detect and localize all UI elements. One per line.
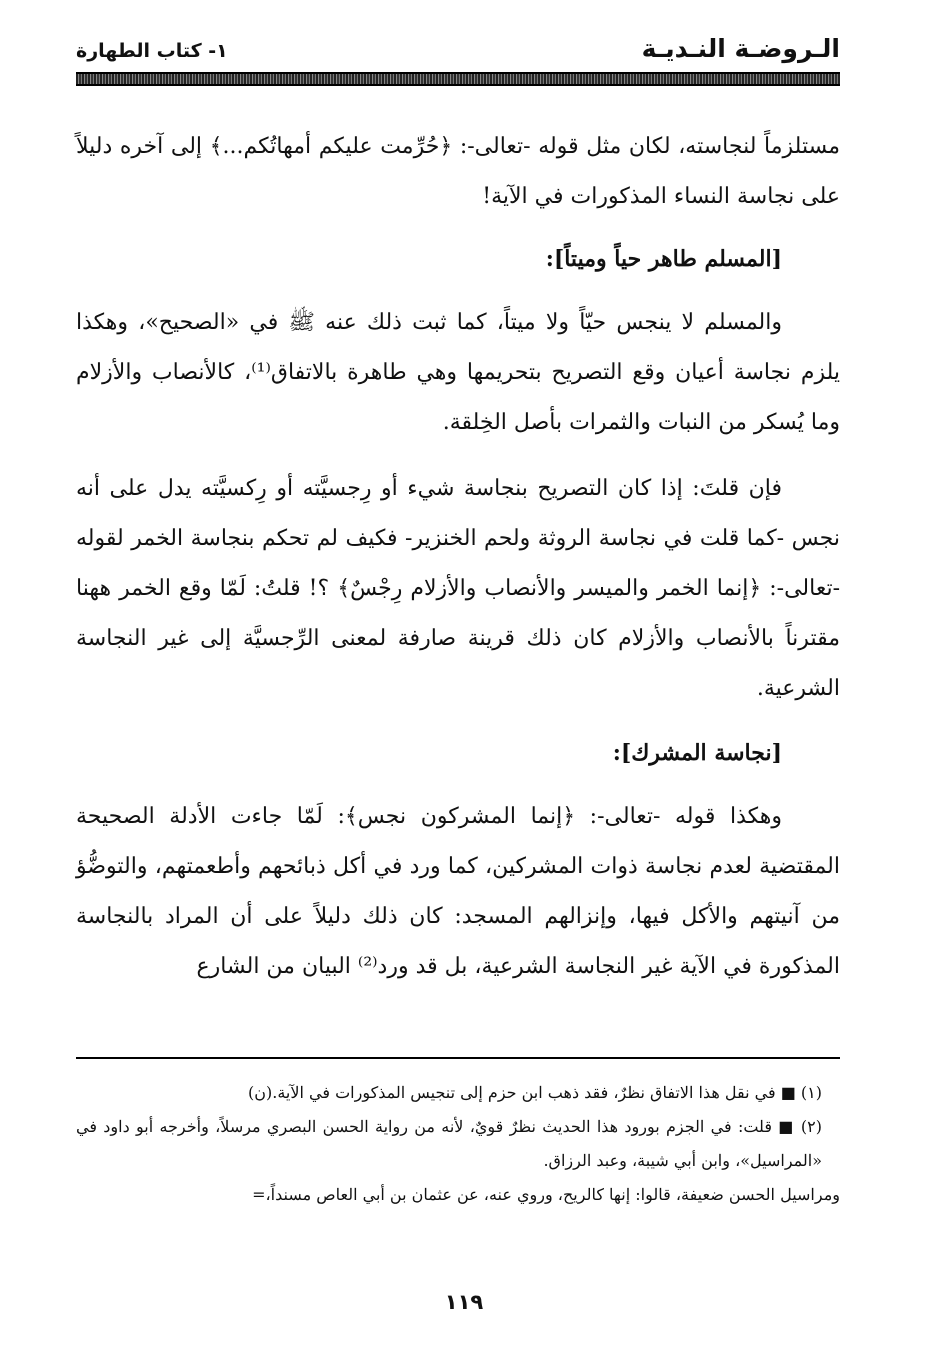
main-text: [76, 122, 840, 992]
section-heading-muslim-pure: [المسلم طاهر حياً وميتاً]:: [545, 246, 782, 272]
running-header: [76, 30, 840, 70]
footnote-2-continuation: ومراسيل الحسن ضعيفة، قالوا: إنها كالريح، وروي عنه، عن عثمان بن أبي العاص مسنداً،=: [252, 1185, 840, 1204]
paragraph-2: والمسلم لا ينجس حيّاً ولا ميتاً، كما ثبت ذلك عنه ﷺ في «الصحيح»، وهكذا يلزم نجاسة أعيان وقع التصريح بتحريمها وهي طاهرة بالاتفاق⁽¹⁾، كالأنصاب والأزلام وما يُسكر من النبات والثمرات بأصل الخِلقة.: [76, 310, 840, 435]
footnote-1: (١) ■ في نقل هذا الاتفاق نظرٌ، فقد ذهب ابن حزم إلى تنجيس المذكورات في الآية.(ن): [248, 1083, 822, 1102]
book-title: الـروضـة النـديـة: [641, 34, 840, 63]
section-heading-polytheist: [نجاسة المشرك]:: [612, 740, 782, 766]
footnotes: [76, 1076, 840, 1212]
chapter-title: ١- كتاب الطهارة: [76, 40, 228, 62]
footnote-divider: [76, 1057, 840, 1059]
paragraph-4: وهكذا قوله -تعالى-: ﴿إنما المشركون نجس﴾: لَمّا جاءت الأدلة الصحيحة المقتضية لعدم نجاسة ذوات المشركين، كما ورد في أكل ذبائحهم وأطعمتهم، والتوضُّؤ من آنيتهم والأكل فيها، وإنزالهم المسجد: كان ذلك دليلاً على أن المراد بالنجاسة المذكورة في الآية غير النجاسة الشرعية، بل قد ورد⁽²⁾ البيان من الشارع: [76, 804, 840, 979]
paragraph-1: مستلزماً لنجاسته، لكان مثل قوله -تعالى-: ﴿حُرِّمت عليكم أمهاتُكم...﴾ إلى آخره دليلاً على نجاسة النساء المذكورات في الآية!: [76, 134, 840, 209]
paragraph-3: فإن قلتَ: إذا كان التصريح بنجاسة شيء أو رِجسيَّته أو رِكسيَّته يدل على أنه نجس -كما قلت في نجاسة الروثة ولحم الخنزير- فكيف لم تحكم بنجاسة الخمر لقوله -تعالى-: ﴿إنما الخمر والميسر والأنصاب والأزلام رِجْسٌ﴾ ؟! قلتُ: لَمّا وقع الخمر ههنا مقترناً بالأنصاب والأزلام كان ذلك قرينة صارفة لمعنى الرِّجسيَّة إلى غير النجاسة الشرعية.: [76, 476, 841, 701]
header-rule: [76, 72, 840, 86]
footnote-2: (٢) ■ قلت: في الجزم بورود هذا الحديث نظرٌ قويٌ، لأنه من رواية الحسن البصري مرسلاً، وأخرجه أبو داود في «المراسيل»، وابن أبي شيبة، وعبد الرزاق.: [76, 1117, 822, 1170]
page-number: ١١٩: [444, 1290, 484, 1314]
